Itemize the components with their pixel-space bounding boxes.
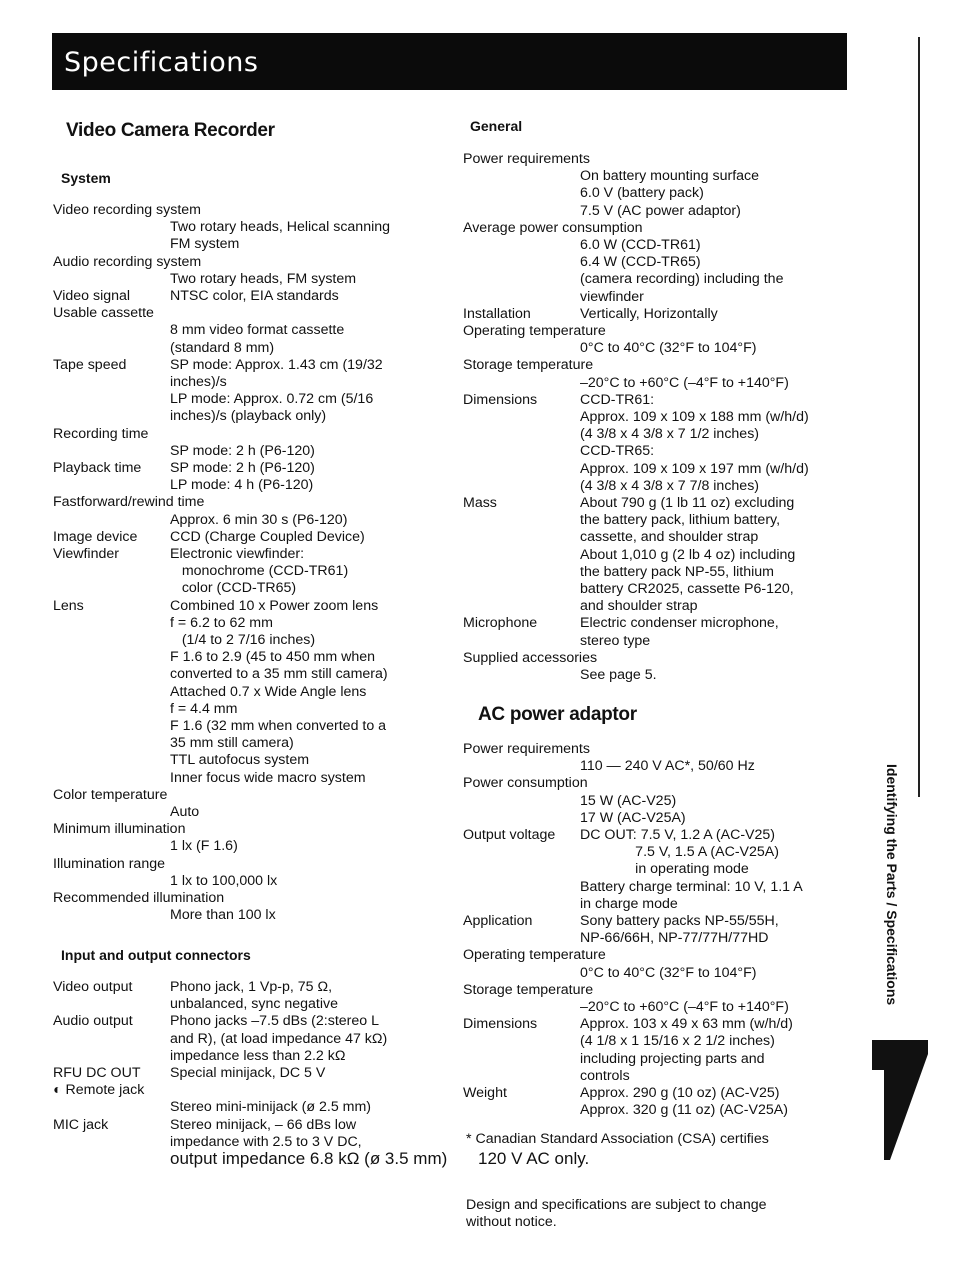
io-spec-value: impedance less than 2.2 kΩ <box>170 1047 346 1064</box>
io-spec-value: Phono jack, 1 Vp-p, 75 Ω, <box>170 979 333 995</box>
system-spec-label: Recording time <box>53 425 149 442</box>
system-spec-value: monochrome (CCD-TR61) <box>170 563 349 580</box>
general-spec-value: Vertically, Horizontally <box>580 305 718 322</box>
system-spec-label: Color temperature <box>53 786 168 803</box>
io-spec-value: unbalanced, sync negative <box>170 996 339 1013</box>
ac-spec-label: Power requirements <box>463 741 590 757</box>
system-spec-value: Combined 10 x Power zoom lens <box>170 597 379 614</box>
ac-spec-value: Sony battery packs NP-55/55H, <box>580 913 779 929</box>
ac-spec-label: Storage temperature <box>463 981 594 998</box>
io-spec-label: MIC jack <box>53 1116 109 1133</box>
system-spec-value: CCD (Charge Coupled Device) <box>170 528 365 545</box>
general-spec-value: (4 3/8 x 4 3/8 x 7 7/8 inches) <box>580 477 760 494</box>
general-spec-value: 6.0 W (CCD-TR61) <box>580 237 701 253</box>
general-spec-value: the battery pack NP-55, lithium <box>580 563 774 580</box>
general-spec-label: Average power consumption <box>463 219 643 236</box>
system-spec-value: (1/4 to 2 7/16 inches) <box>170 632 316 648</box>
system-spec-value: More than 100 lx <box>170 907 276 924</box>
general-spec-value: Approx. 109 x 109 x 197 mm (w/h/d) <box>580 460 809 477</box>
system-spec-value: F 1.6 to 2.9 (45 to 450 mm when <box>170 649 376 666</box>
section-title-vcr: Video Camera Recorder <box>66 120 275 141</box>
io-spec-value: and R), (at load impedance 47 kΩ) <box>170 1030 388 1047</box>
io-spec-label: ◐ Remote jack <box>53 1082 145 1099</box>
title-banner <box>52 33 847 90</box>
general-spec-label: Power requirements <box>463 151 590 167</box>
general-spec-label: Supplied accessories <box>463 649 598 666</box>
ac-spec-value: 110 — 240 V AC*, 50/60 Hz <box>580 758 755 775</box>
general-spec-value: viewfinder <box>580 288 644 305</box>
ac-spec-value: 17 W (AC-V25A) <box>580 809 686 826</box>
system-spec-value: FM system <box>170 236 240 253</box>
general-spec-value: 6.4 W (CCD-TR65) <box>580 254 701 271</box>
general-spec-value: (4 3/8 x 4 3/8 x 7 1/2 inches) <box>580 426 760 443</box>
general-spec-label: Installation <box>463 305 531 322</box>
section-title-ac: AC power adaptor <box>478 704 637 725</box>
system-spec-value: Approx. 6 min 30 s (P6-120) <box>170 511 348 528</box>
ac-spec-value: Approx. 290 g (10 oz) (AC-V25) <box>580 1085 780 1101</box>
io-spec-value: Special minijack, DC 5 V <box>170 1065 326 1081</box>
system-spec-value: SP mode: 2 h (P6-120) <box>170 460 315 476</box>
system-spec-value: LP mode: 4 h (P6-120) <box>170 477 314 494</box>
io-spec-label: RFU DC OUT <box>53 1065 141 1081</box>
system-spec-value: Inner focus wide macro system <box>170 769 366 786</box>
ac-spec-label: Weight <box>463 1085 507 1101</box>
system-spec-label: Video recording system <box>53 202 201 218</box>
csa-note-2: 120 V AC only. <box>478 1149 590 1168</box>
system-spec-value: converted to a 35 mm still camera) <box>170 666 388 683</box>
ac-spec-label: Output voltage <box>463 827 556 843</box>
system-spec-label: Minimum illumination <box>53 821 186 838</box>
right-margin-rule <box>918 37 920 797</box>
system-spec-label: Lens <box>53 597 84 614</box>
system-spec-label: Video signal <box>53 288 131 304</box>
ac-spec-value: in charge mode <box>580 895 678 912</box>
general-spec-value: See page 5. <box>580 667 657 683</box>
system-spec-label: Viewfinder <box>53 546 119 562</box>
general-spec-label: Operating temperature <box>463 323 606 339</box>
ac-spec-label: Power consumption <box>463 775 588 792</box>
general-spec-value: battery CR2025, cassette P6-120, <box>580 581 794 597</box>
system-spec-value: 1 lx to 100,000 lx <box>170 872 278 889</box>
ac-spec-value: Battery charge terminal: 10 V, 1.1 A <box>580 878 803 895</box>
general-spec-value: CCD-TR65: <box>580 443 655 460</box>
general-spec-label: Dimensions <box>463 391 538 408</box>
system-spec-value: color (CCD-TR65) <box>170 580 297 597</box>
io-spec-label: Audio output <box>53 1013 133 1030</box>
general-spec-value: cassette, and shoulder strap <box>580 529 759 546</box>
general-spec-label: Storage temperature <box>463 357 594 374</box>
ac-spec-value: –20°C to +60°C (–4°F to +140°F) <box>580 999 789 1015</box>
general-spec-value: stereo type <box>580 632 651 649</box>
system-spec-value: Attached 0.7 x Wide Angle lens <box>170 683 367 700</box>
ac-spec-value: 15 W (AC-V25) <box>580 792 677 809</box>
system-spec-value: 35 mm still camera) <box>170 735 294 752</box>
ac-spec-value: 0°C to 40°C (32°F to 104°F) <box>580 964 757 981</box>
ac-spec-value: Approx. 103 x 49 x 63 mm (w/h/d) <box>580 1016 793 1033</box>
heading-io: Input and output connectors <box>61 947 251 963</box>
system-spec-value: F 1.6 (32 mm when converted to a <box>170 718 387 734</box>
system-spec-label: Playback time <box>53 460 142 476</box>
general-spec-value: CCD-TR61: <box>580 391 655 408</box>
ac-spec-value: in operating mode <box>580 861 749 878</box>
general-spec-value: the battery pack, lithium battery, <box>580 512 781 529</box>
system-spec-value: f = 4.4 mm <box>170 700 238 717</box>
heading-system: System <box>61 170 111 186</box>
system-spec-label: Image device <box>53 528 138 545</box>
io-spec-value: Phono jacks –7.5 dBs (2:stereo L <box>170 1013 379 1030</box>
system-spec-value: LP mode: Approx. 0.72 cm (5/16 <box>170 391 374 408</box>
ac-spec-value: 7.5 V, 1.5 A (AC-V25A) <box>580 844 779 861</box>
system-spec-value: SP mode: Approx. 1.43 cm (19/32 <box>170 356 383 373</box>
page-title: Specifications <box>64 47 259 78</box>
system-spec-label: Fastforward/rewind time <box>53 494 205 511</box>
csa-note: * Canadian Standard Association (CSA) certifies <box>466 1131 769 1147</box>
system-spec-value: TTL autofocus system <box>170 752 310 769</box>
general-spec-value: About 1,010 g (2 lb 4 oz) including <box>580 546 796 563</box>
system-spec-label: Tape speed <box>53 356 127 373</box>
footer-note-1: Design and specifications are subject to change <box>466 1197 767 1213</box>
side-section-label: Identifying the Parts / Specifications <box>884 764 900 1006</box>
ac-spec-label: Dimensions <box>463 1016 538 1033</box>
general-spec-value: (camera recording) including the <box>580 271 784 288</box>
heading-general: General <box>470 118 523 134</box>
ac-spec-value: DC OUT: 7.5 V, 1.2 A (AC-V25) <box>580 827 776 843</box>
ac-spec-value: (4 1/8 x 1 15/16 x 2 1/2 inches) <box>580 1033 775 1050</box>
system-spec-label: Usable cassette <box>53 305 154 322</box>
general-spec-value: Approx. 109 x 109 x 188 mm (w/h/d) <box>580 409 809 425</box>
system-spec-value: Two rotary heads, FM system <box>170 270 357 287</box>
system-spec-value: f = 6.2 to 62 mm <box>170 614 273 631</box>
io-last-line: output impedance 6.8 kΩ (ø 3.5 mm) <box>170 1149 448 1168</box>
system-spec-value: inches)/s (playback only) <box>170 408 327 425</box>
io-spec-value: impedance with 2.5 to 3 V DC, <box>170 1133 362 1150</box>
io-spec-value: Stereo mini-minijack (ø 2.5 mm) <box>170 1099 372 1116</box>
ac-spec-value: NP-66/66H, NP-77/77H/77HD <box>580 930 769 947</box>
general-spec-value: Electric condenser microphone, <box>580 615 779 632</box>
footer-note-2: without notice. <box>466 1214 557 1230</box>
general-spec-value: 6.0 V (battery pack) <box>580 185 704 202</box>
system-spec-value: Auto <box>170 804 200 820</box>
general-spec-value: 0°C to 40°C (32°F to 104°F) <box>580 340 757 357</box>
ac-spec-value: controls <box>580 1067 630 1084</box>
general-spec-value: 7.5 V (AC power adaptor) <box>580 202 741 219</box>
system-spec-value: 1 lx (F 1.6) <box>170 838 238 855</box>
general-spec-label: Microphone <box>463 615 538 632</box>
system-spec-label: Illumination range <box>53 855 165 872</box>
general-spec-label: Mass <box>463 495 497 511</box>
thumb-tab-marker <box>872 1040 928 1160</box>
general-spec-value: On battery mounting surface <box>580 168 760 185</box>
ac-spec-value: Approx. 320 g (11 oz) (AC-V25A) <box>580 1102 788 1119</box>
io-spec-value: Stereo minijack, – 66 dBs low <box>170 1116 357 1133</box>
system-spec-value: SP mode: 2 h (P6-120) <box>170 442 315 459</box>
system-spec-value: 8 mm video format cassette <box>170 322 345 339</box>
ac-spec-label: Application <box>463 913 533 929</box>
system-spec-label: Audio recording system <box>53 253 202 270</box>
general-spec-value: –20°C to +60°C (–4°F to +140°F) <box>580 374 789 391</box>
ac-spec-label: Operating temperature <box>463 947 606 964</box>
system-spec-value: NTSC color, EIA standards <box>170 288 339 304</box>
system-spec-value: Two rotary heads, Helical scanning <box>170 219 391 236</box>
general-spec-value: About 790 g (1 lb 11 oz) excluding <box>580 495 795 511</box>
system-spec-value: Electronic viewfinder: <box>170 546 305 562</box>
system-spec-value: inches)/s <box>170 374 227 390</box>
system-spec-label: Recommended illumination <box>53 890 225 906</box>
ac-spec-value: including projecting parts and <box>580 1050 765 1067</box>
general-spec-value: and shoulder strap <box>580 598 698 615</box>
system-spec-value: (standard 8 mm) <box>170 339 275 356</box>
io-spec-label: Video output <box>53 979 133 995</box>
